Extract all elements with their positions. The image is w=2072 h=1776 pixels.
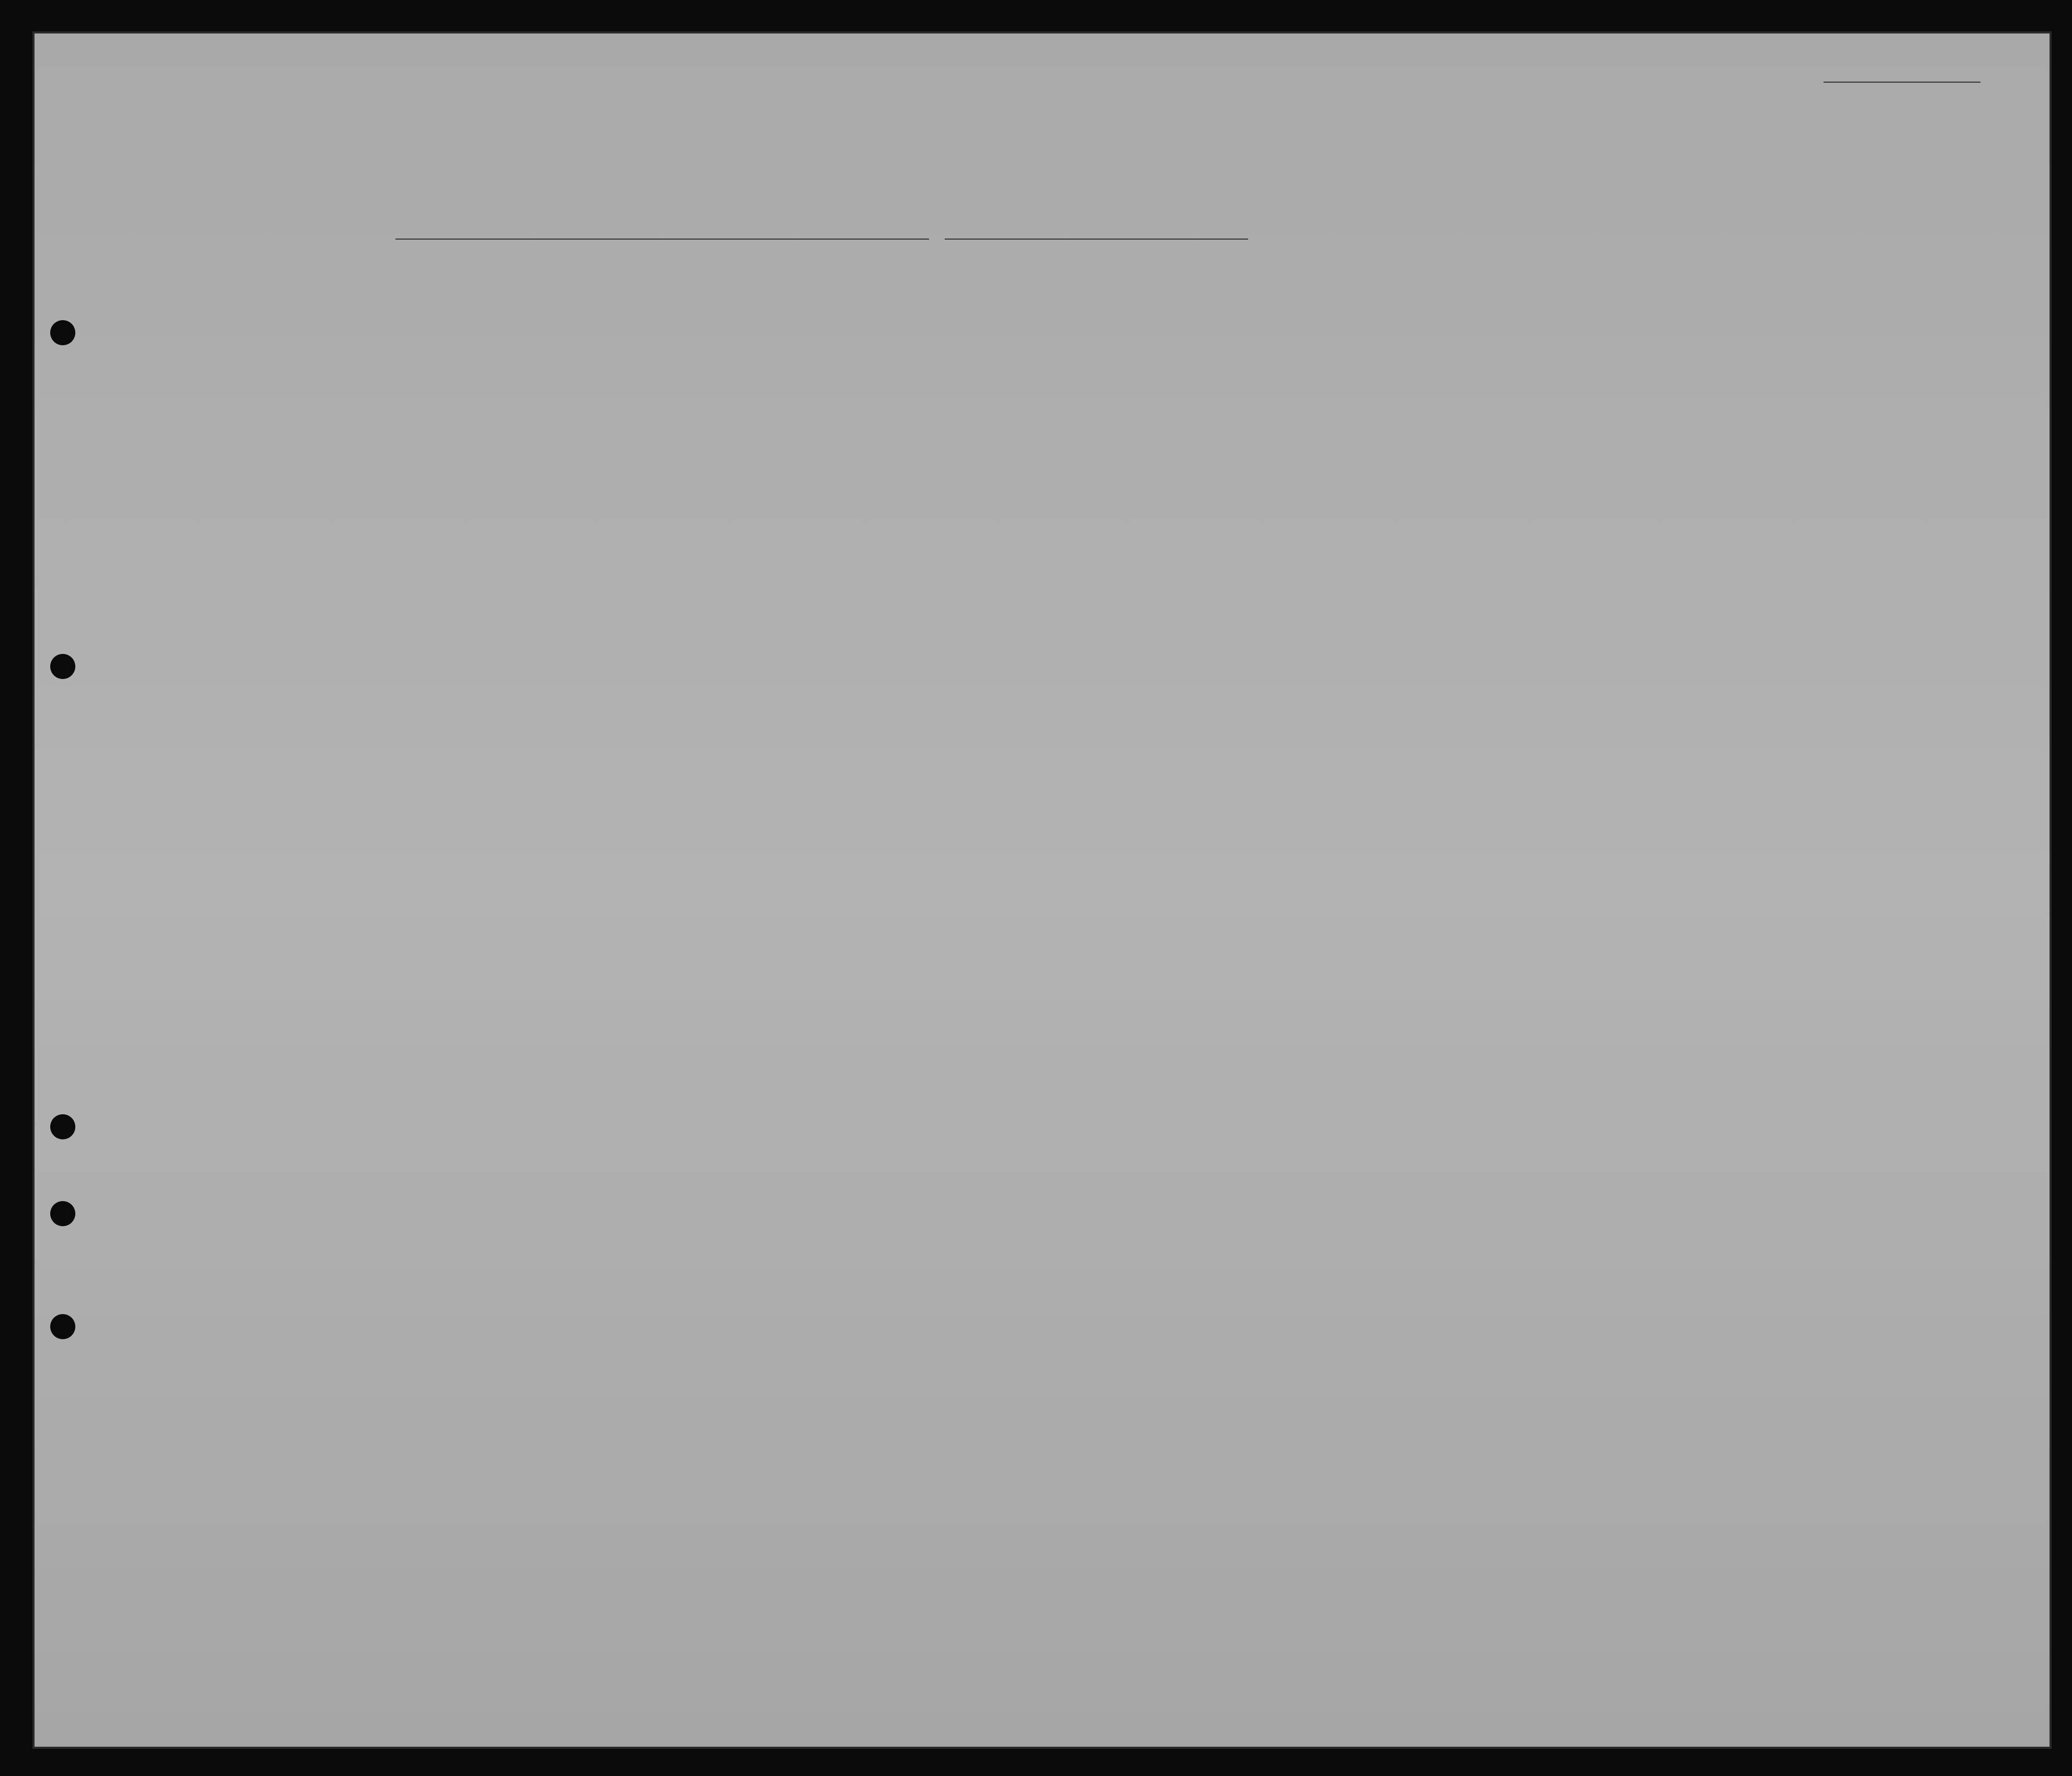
binder-hole	[50, 1201, 75, 1226]
binder-hole	[50, 1314, 75, 1339]
binder-hole	[50, 320, 75, 345]
binder-hole	[50, 1114, 75, 1139]
manifest-table	[35, 33, 2050, 1747]
binder-hole	[50, 654, 75, 679]
manifest-sheet	[32, 31, 2052, 1749]
